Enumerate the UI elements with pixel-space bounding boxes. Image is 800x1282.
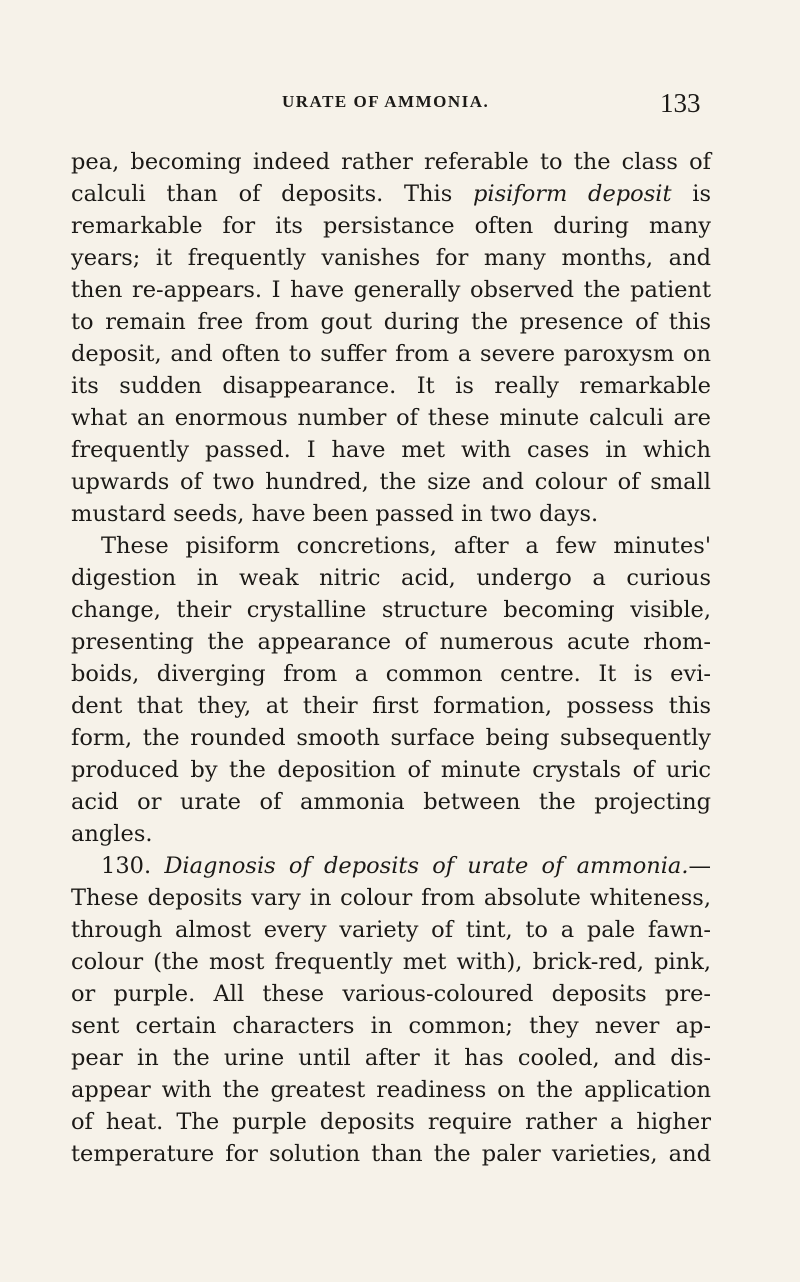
running-title: URATE OF AMMONIA.	[282, 92, 490, 111]
text-line: presenting the appearance of numerous acute rhom-	[71, 629, 711, 655]
text-line: frequently passed. I have met with cases in which	[71, 437, 711, 463]
text-line: appear with the greatest readiness on the application	[71, 1077, 711, 1103]
text-line: to remain free from gout during the presence of this	[71, 309, 711, 335]
text-line: dent that they, at their first formation, possess this	[71, 693, 711, 719]
text-line: pea, becoming indeed rather referable to the class of	[71, 149, 711, 175]
text-line: These pisiform concretions, after a few minutes'	[101, 533, 711, 559]
text-line: or purple. All these various-coloured deposits pre-	[71, 981, 711, 1007]
text-line: its sudden disappearance. It is really remarkable	[71, 373, 711, 399]
page-number: 133	[660, 88, 701, 118]
running-head	[0, 88, 740, 118]
text-line: colour (the most frequently met with), brick-red, pink,	[71, 949, 711, 975]
text-line: remarkable for its persistance often during many	[71, 213, 711, 239]
section-heading-line: 130. Diagnosis of deposits of urate of ammonia.—	[101, 853, 711, 879]
text-line: produced by the deposition of minute crystals of uric	[71, 757, 711, 783]
text-line: through almost every variety of tint, to a pale fawn-	[71, 917, 711, 943]
text-line: digestion in weak nitric acid, undergo a curious	[71, 565, 711, 591]
text-line: acid or urate of ammonia between the projecting	[71, 789, 711, 815]
text-line: years; it frequently vanishes for many months, and	[71, 245, 711, 271]
text-line: of heat. The purple deposits require rather a higher	[71, 1109, 711, 1135]
text-line: form, the rounded smooth surface being subsequently	[71, 725, 711, 751]
text-line: what an enormous number of these minute calculi are	[71, 405, 711, 431]
text-line: deposit, and often to suffer from a severe paroxysm on	[71, 341, 711, 367]
text-line: mustard seeds, have been passed in two days.	[71, 501, 599, 527]
section-number: 130.	[101, 853, 152, 879]
text-line: angles.	[71, 821, 153, 847]
text-line: boids, diverging from a common centre. It is evi-	[71, 661, 711, 687]
text-line: pear in the urine until after it has cooled, and dis-	[71, 1045, 711, 1071]
section-title: Diagnosis of deposits of urate of ammonia.	[164, 853, 689, 879]
text-line: change, their crystalline structure becoming visible,	[71, 597, 711, 623]
text-line: sent certain characters in common; they never ap-	[71, 1013, 711, 1039]
italic-term: pisiform deposit	[473, 181, 672, 207]
text-line: then re-appears. I have generally observed the patient	[71, 277, 711, 303]
text-line: upwards of two hundred, the size and colour of small	[71, 469, 711, 495]
text-line: These deposits vary in colour from absolute whiteness,	[71, 885, 711, 911]
text-line: calculi than of deposits. This pisiform deposit is	[71, 181, 711, 207]
body-text	[71, 146, 711, 1170]
text-line: temperature for solution than the paler varieties, and	[71, 1141, 711, 1167]
